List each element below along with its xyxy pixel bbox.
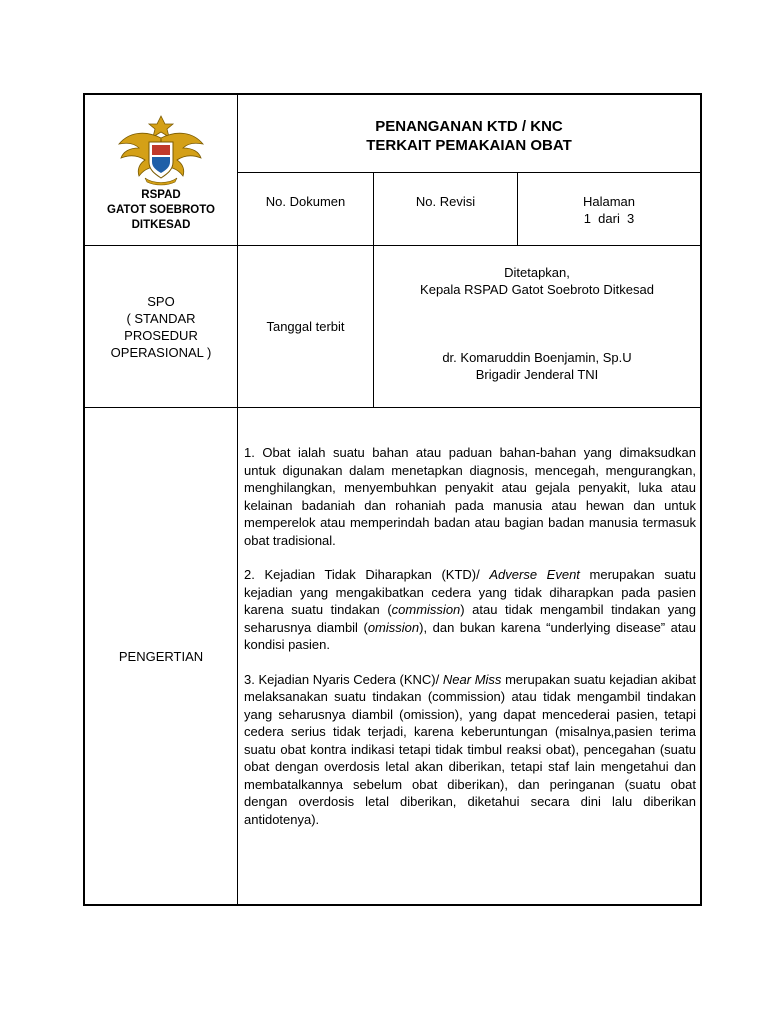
kepala-label: Kepala RSPAD Gatot Soebroto Ditkesad <box>420 282 654 297</box>
tanggal-terbit-cell <box>238 246 373 407</box>
title-line2: TERKAIT PEMAKAIAN OBAT <box>366 136 572 154</box>
spo-cell <box>85 246 237 407</box>
pengertian-label-cell <box>85 408 237 904</box>
org-name-line3: DITKESAD <box>131 218 191 231</box>
title-line1: PENANGANAN KTD / KNC <box>375 117 563 135</box>
definition-ktd: 2. Kejadian Tidak Diharapkan (KTD)/ Adverse Event merupakan suatu kejadian yang mengakibatkan cedera yang tidak diharapkan pada pasien karena suatu tindakan (commission) atau tidak mengambil tindakan yang seharusnya diambil (omission), dan bukan karena “underlying disease” atau kondisi pasien. <box>244 567 696 652</box>
signatory-name: dr. Komaruddin Boenjamin, Sp.U <box>442 350 632 365</box>
spo-line4: OPERASIONAL ) <box>110 344 212 360</box>
halaman-cell <box>518 173 700 245</box>
spo-table <box>83 93 702 906</box>
pengertian-body <box>244 444 696 845</box>
no-dokumen-label: No. Dokumen <box>265 194 346 209</box>
no-dokumen-cell <box>238 173 373 245</box>
no-revisi-cell <box>374 173 517 245</box>
ditetapkan-label: Ditetapkan, <box>504 265 570 280</box>
spo-line1: SPO <box>147 293 175 309</box>
ditetapkan-cell <box>374 246 700 407</box>
rspad-emblem-icon <box>115 108 207 188</box>
logo-cell <box>85 95 237 245</box>
org-name-line1: RSPAD <box>141 188 181 201</box>
definition-knc: 3. Kejadian Nyaris Cedera (KNC)/ Near Miss merupakan suatu kejadian akibat melaksanakan suatu tindakan (commission) atau tidak mengambil tindakan yang seharusnya diambil (omission), yang dapat mencederai pasien, tetapi cedera serius tidak terjadi, karena keberuntungan (misalnya,pasien terima suatu obat kontra indikasi tetapi tidak timbul reaksi obat), pencegahan (suatu obat dengan overdosis letal akan diberikan, tetapi staf lain mengetahui dan membatalkannya sebelum obat diberikan), dan peringanan (suatu obat dengan overdosis letal diberikan, diketahui secara dini lalu diberikan antidotenya). <box>244 671 696 827</box>
definition-obat: 1. Obat ialah suatu bahan atau paduan bahan-bahan yang dimaksudkan untuk digunakan dalam menetapkan diagnosis, mencegah, mengurangkan, menghilangkan, menyembuhkan penyakit atau gejala penyakit, luka atau kelainan badaniah dan rohaniah pada manusia atau hewan dan untuk memperelok atau memperindah badan atau bagian badan manusia termasuk obat tradisional. <box>244 445 696 548</box>
halaman-label: Halaman <box>582 194 636 209</box>
pengertian-label: PENGERTIAN <box>118 648 204 664</box>
tanggal-terbit-label: Tanggal terbit <box>266 319 345 334</box>
no-revisi-label: No. Revisi <box>415 194 476 209</box>
halaman-value: 1 dari 3 <box>583 211 635 226</box>
spo-line2: ( STANDAR <box>126 310 196 326</box>
spo-line3: PROSEDUR <box>124 327 198 343</box>
signatory-rank: Brigadir Jenderal TNI <box>475 367 599 382</box>
document-title <box>238 95 700 172</box>
org-name-line2: GATOT SOEBROTO <box>107 203 215 216</box>
